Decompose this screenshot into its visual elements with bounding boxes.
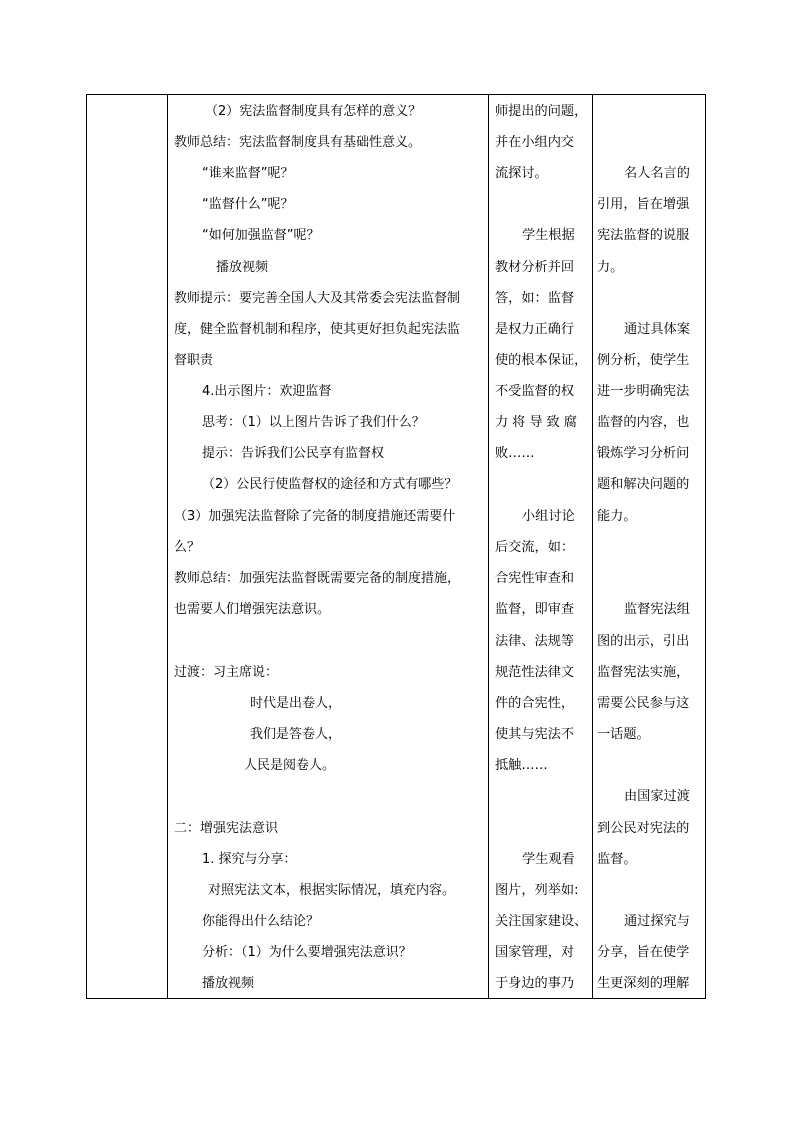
text-line: 学生观看	[522, 852, 575, 867]
text-line: 流探讨。	[495, 166, 548, 181]
text-line: 监督，即审查	[495, 602, 575, 617]
text-line: 督职责	[174, 353, 214, 368]
text-line: “如何加强监督”呢？	[202, 228, 320, 243]
text-line: 件的合宪性，	[495, 696, 575, 711]
text-line: 教师总结：加强宪法监督既需要完备的制度措施，	[174, 571, 461, 586]
lesson-plan-table	[86, 94, 706, 999]
text-line: 师提出的问题，	[495, 104, 588, 119]
text-line: 能力。	[597, 509, 637, 524]
text-line: 关注国家建设、	[495, 914, 588, 929]
text-line: 使的根本保证，	[495, 353, 588, 368]
text-line: 后交流，如：	[495, 540, 575, 555]
text-line: 名人名言的	[624, 166, 690, 181]
text-line: 国家管理，对	[495, 945, 575, 960]
text-line: 规范性法律文	[495, 665, 575, 680]
text-line: 于身边的事乃	[495, 976, 575, 991]
text-line: 4.出示图片：欢迎监督	[202, 384, 332, 399]
text-line: 通过具体案	[624, 322, 690, 337]
text-line: 锻炼学习分析问	[597, 446, 690, 461]
text-line: 监督的内容，也	[597, 415, 690, 430]
text-line: 教师总结：宪法监督制度具有基础性意义。	[174, 135, 422, 150]
text-line: 需要公民参与这	[597, 696, 690, 711]
column-teacher-activity	[168, 95, 488, 998]
text-line: 到公民对宪法的	[597, 821, 690, 836]
text-line: 宪法监督的说服	[597, 228, 690, 243]
text-line: 播放视频	[202, 976, 255, 991]
text-line: 通过探究与	[624, 914, 690, 929]
text-line: 播放视频	[216, 260, 269, 275]
text-line: 思考：（1）以上图片告诉了我们什么？	[202, 415, 425, 430]
text-line: 合宪性审查和	[495, 571, 575, 586]
text-line: “监督什么”呢？	[202, 197, 294, 212]
text-line: 不受监督的权	[495, 384, 575, 399]
text-line: 监督宪法组	[624, 602, 690, 617]
text-line: 由国家过渡	[624, 789, 690, 804]
text-line: 分析：（1）为什么要增强宪法意识？	[202, 945, 412, 960]
text-line: 力将导致腐	[495, 415, 581, 430]
text-line: 法律、法规等	[495, 634, 575, 649]
section-heading: 二：增强宪法意识	[174, 821, 279, 836]
text-line: 使其与宪法不	[495, 727, 575, 742]
text-line: 答，如：监督	[495, 291, 575, 306]
text-line: 例分析，使学生	[597, 353, 690, 368]
text-line: 度，健全监督机制和程序，使其更好担负起宪法监	[174, 322, 461, 337]
text-line: 是权力正确行	[495, 322, 575, 337]
text-line: “谁来监督”呢？	[202, 166, 294, 181]
text-line: （3）加强宪法监督除了完备的制度措施还需要什	[174, 509, 456, 524]
text-line: 生更深刻的理解	[597, 976, 690, 991]
text-line: 引用，旨在增强	[597, 197, 690, 212]
text-line: （2）公民行使监督权的途径和方式有哪些？	[202, 477, 458, 492]
text-line: 图的出示，引出	[597, 634, 690, 649]
text-line: 时代是出卷人，	[250, 696, 342, 711]
text-line: 提示：告诉我们公民享有监督权	[202, 446, 385, 461]
text-line: 1. 探究与分享：	[202, 852, 297, 867]
text-line: 教师提示：要完善全国人大及其常委会宪法监督制	[174, 291, 461, 306]
text-line: 败……	[495, 446, 535, 461]
text-line: 分享，旨在使学	[597, 945, 690, 960]
text-line: 监督。	[597, 852, 637, 867]
column-student-activity	[489, 95, 592, 998]
text-line: 小组讨论	[522, 509, 575, 524]
text-line: 学生根据	[522, 228, 575, 243]
text-line: 人民是阅卷人。	[244, 758, 336, 773]
text-line: 么？	[174, 540, 201, 555]
column-design-intent	[593, 95, 705, 998]
text-line: 你能得出什么结论？	[202, 914, 320, 929]
text-line: 监督宪法实施，	[597, 665, 690, 680]
text-line: 对照宪法文本，根据实际情况，填充内容。	[208, 883, 456, 898]
column-blank	[87, 95, 167, 998]
text-line: 图片，列举如:	[495, 883, 579, 898]
text-line: 并在小组内交	[495, 135, 575, 150]
text-line: （2）宪法监督制度具有怎样的意义？	[205, 104, 422, 119]
text-line: 题和解决问题的	[597, 477, 690, 492]
text-line: 教材分析并回	[495, 260, 575, 275]
text-line: 我们是答卷人，	[250, 727, 342, 742]
text-line: 力。	[597, 260, 624, 275]
text-line: 抵触……	[495, 758, 548, 773]
text-line: 进一步明确宪法	[597, 384, 690, 399]
text-line: 过渡：习主席说：	[174, 665, 279, 680]
text-line: 一话题。	[597, 727, 650, 742]
text-line: 也需要人们增强宪法意识。	[174, 602, 331, 617]
